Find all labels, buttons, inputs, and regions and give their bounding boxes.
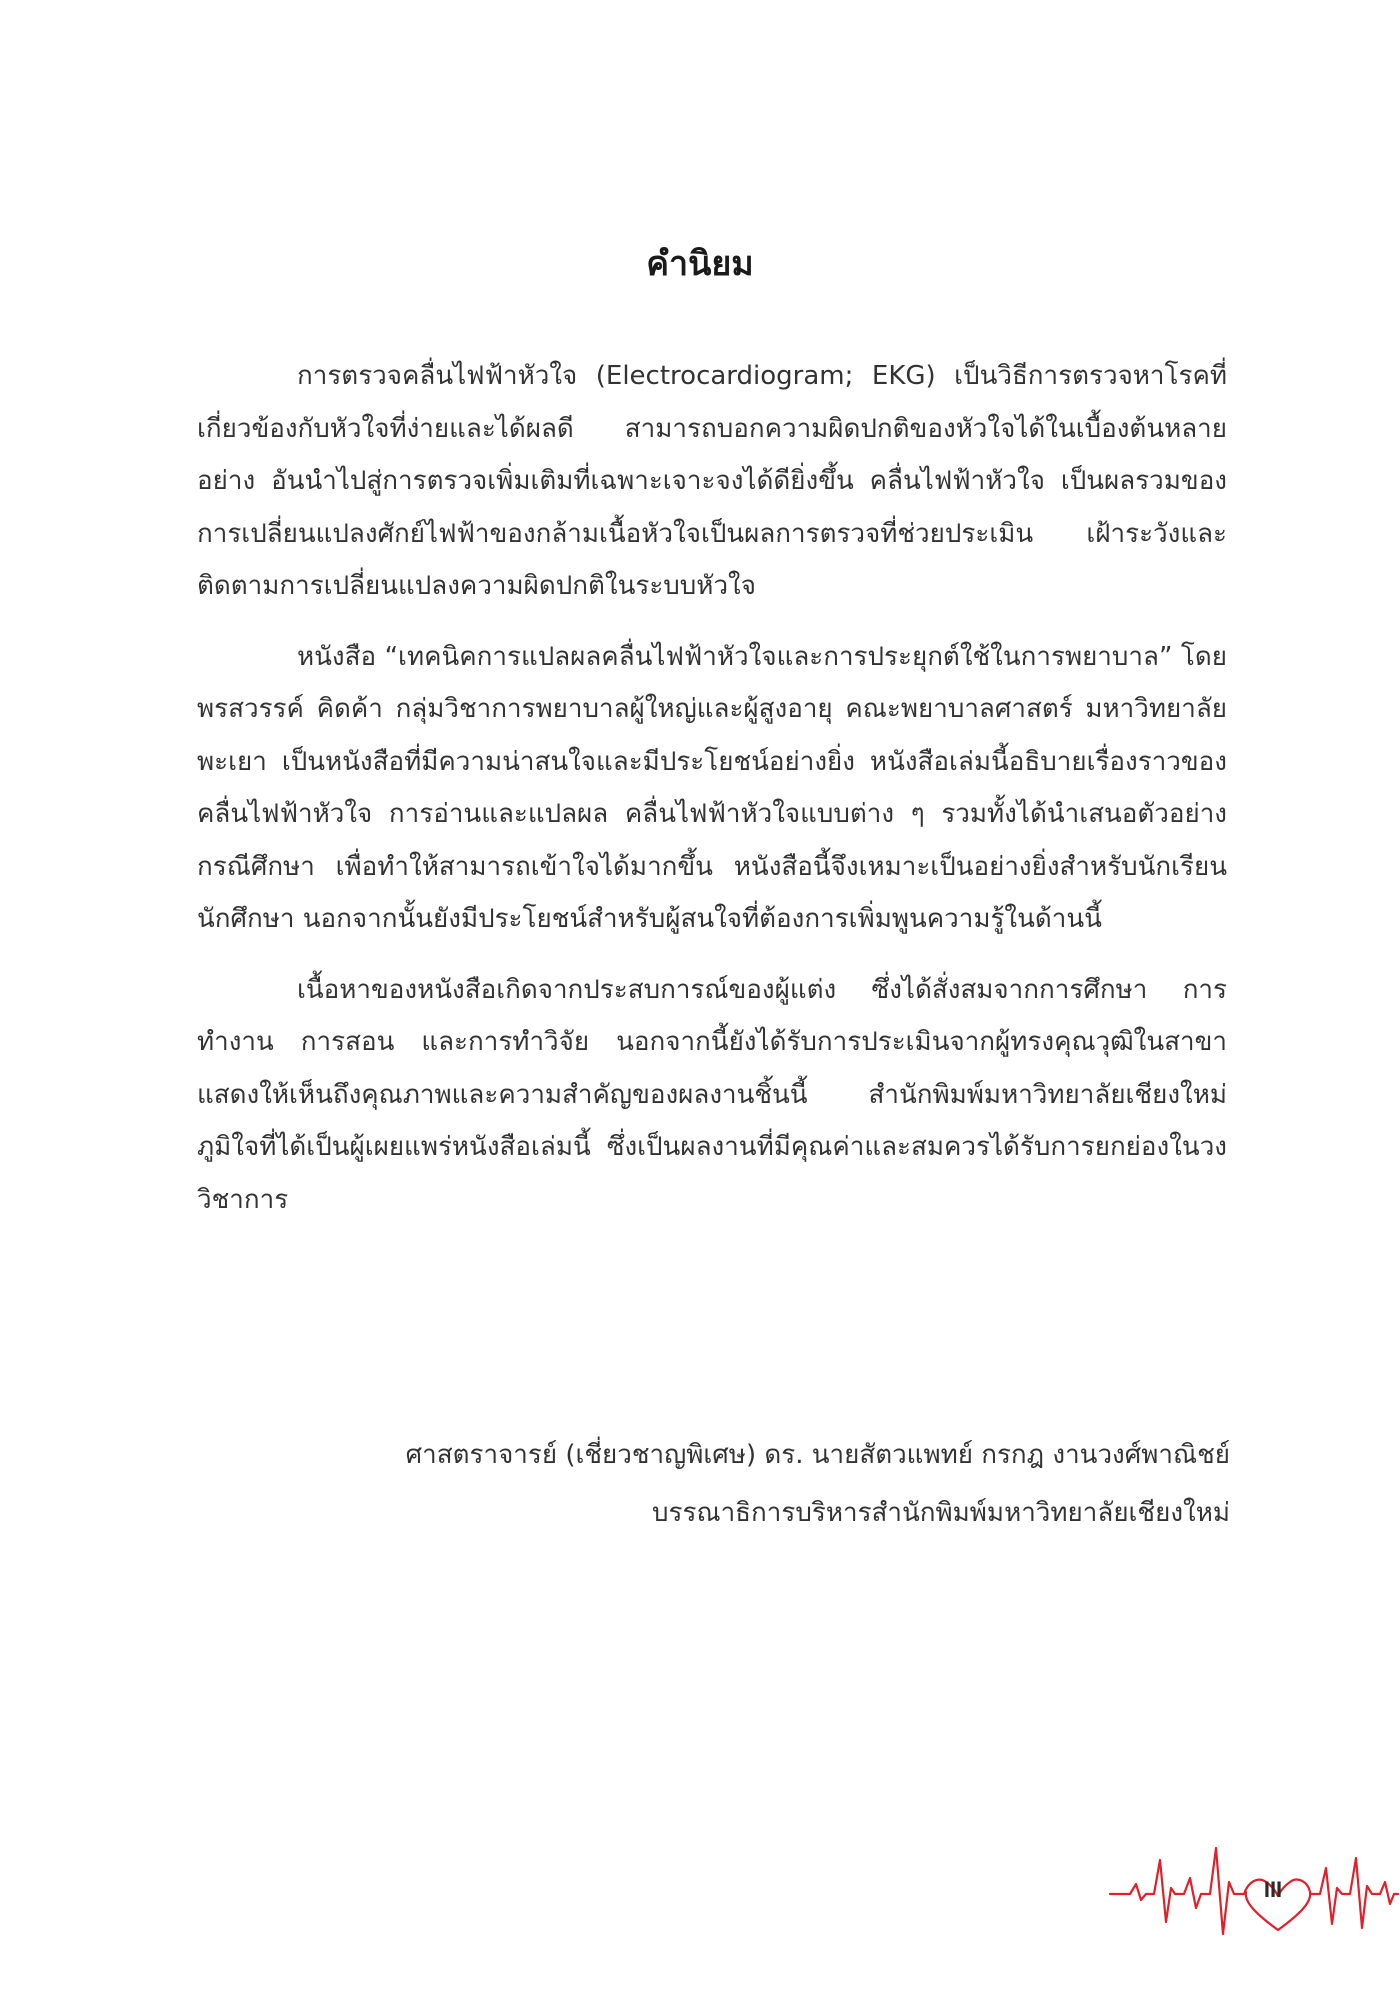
page-number: III bbox=[1263, 1877, 1283, 1902]
paragraph-3: เนื้อหาของหนังสือเกิดจากประสบการณ์ของผู้แต่ง ซึ่งได้สั่งสมจากการศึกษา การทำงาน การสอน และการทำวิจัย นอกจากนี้ยังได้รับการประเมินจากผู้ทรงคุณวุฒิในสาขา แสดงให้เห็นถึงคุณภาพและความสำคัญของผลงานชิ้นนี้ สำนักพิมพ์มหาวิทยาลัยเชียงใหม่ภูมิใจที่ได้เป็นผู้เผยแพร่หนังสือเล่มนี้ ซึ่งเป็นผลงานที่มีคุณค่าและสมควรได้รับการยกย่องในวงวิชาการ bbox=[197, 974, 1227, 1215]
paragraph-1: การตรวจคลื่นไฟฟ้าหัวใจ (Electrocardiogram; EKG) เป็นวิธีการตรวจหาโรคที่เกี่ยวข้องกับหัวใจที่ง่ายและได้ผลดี สามารถบอกความผิดปกติของหัวใจได้ในเบื้องต้นหลายอย่าง อันนำไปสู่การตรวจเพิ่มเติมที่เฉพาะเจาะจงได้ดียิ่งขึ้น คลื่นไฟฟ้าหัวใจ เป็นผลรวมของการเปลี่ยนแปลงศักย์ไฟฟ้าของกล้ามเนื้อหัวใจเป็นผลการตรวจที่ช่วยประเมิน เฝ้าระวังและติดตามการเปลี่ยนแปลงความผิดปกติในระบบหัวใจ bbox=[197, 361, 1227, 601]
foreword-body bbox=[197, 350, 1227, 1244]
page-title: คำนิยม bbox=[646, 244, 754, 284]
signatory-position: บรรณาธิการบริหารสำนักพิมพ์มหาวิทยาลัยเชียงใหม่ bbox=[652, 1498, 1230, 1528]
paragraph-2: หนังสือ “เทคนิคการแปลผลคลื่นไฟฟ้าหัวใจและการประยุกต์ใช้ในการพยาบาล” โดย พรสวรรค์ คิดค้า กลุ่มวิชาการพยาบาลผู้ใหญ่และผู้สูงอายุ คณะพยาบาลศาสตร์ มหาวิทยาลัยพะเยา เป็นหนังสือที่มีความน่าสนใจและมีประโยชน์อย่างยิ่ง หนังสือเล่มนี้อธิบายเรื่องราวของคลื่นไฟฟ้าหัวใจ การอ่านและแปลผล คลื่นไฟฟ้าหัวใจแบบต่าง ๆ รวมทั้งได้นำเสนอตัวอย่างกรณีศึกษา เพื่อทำให้สามารถเข้าใจได้มากขึ้น หนังสือนี้จึงเหมาะเป็นอย่างยิ่งสำหรับนักเรียน นักศึกษา นอกจากนั้นยังมีประโยชน์สำหรับผู้สนใจที่ต้องการเพิ่มพูนความรู้ในด้านนี้ bbox=[197, 641, 1227, 934]
signatory-name: ศาสตราจารย์ (เชี่ยวชาญพิเศษ) ดร. นายสัตวแพทย์ กรกฎ งานวงศ์พาณิชย์ bbox=[405, 1440, 1230, 1470]
signature-block bbox=[406, 1426, 1230, 1542]
